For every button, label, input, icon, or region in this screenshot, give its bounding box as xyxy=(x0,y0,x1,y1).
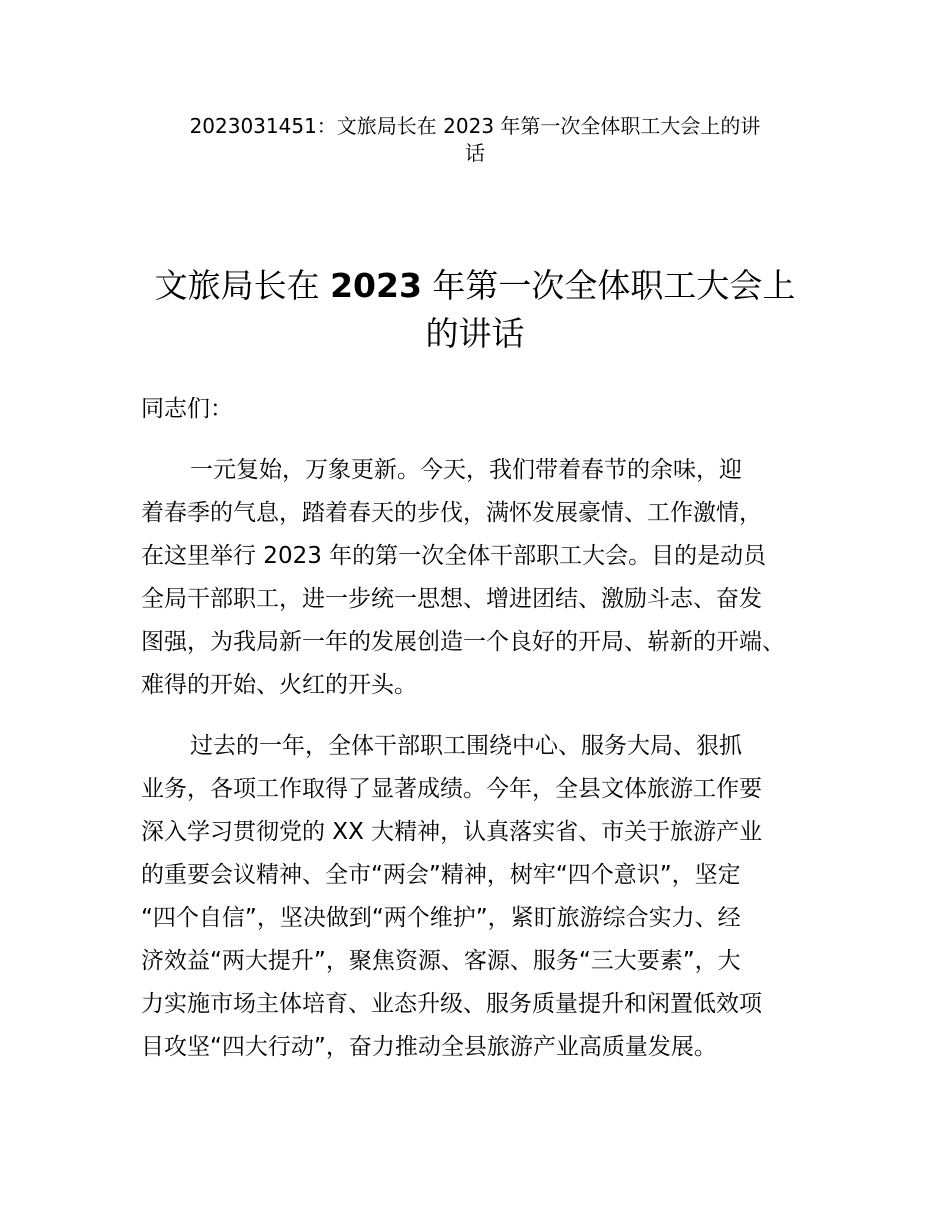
title-year: 2023 xyxy=(330,266,422,305)
paragraph-2-line-4: 的重要会议精神、全市“两会”精神，树牢“四个意识”，坚定 xyxy=(141,862,741,888)
paragraph-2-line-8: 目攻坚“四大行动”，奋力推动全县旅游产业高质量发展。 xyxy=(141,1034,717,1060)
paragraph-2-line-7: 力实施市场主体培育、业态升级、服务质量提升和闲置低效项 xyxy=(141,991,762,1017)
paragraph-1-line-6: 难得的开始、火红的开头。 xyxy=(141,672,417,698)
paragraph-1-line-5: 图强，为我局新一年的发展创造一个良好的开局、崭新的开端、 xyxy=(141,629,785,655)
paragraph-2-line-6: 济效益“两大提升”，聚焦资源、客源、服务“三大要素”，大 xyxy=(141,948,741,974)
paragraph-2-line-5: “四个自信”，坚决做到“两个维护”，紧盯旅游综合实力、经 xyxy=(141,905,741,931)
paragraph-1-line-3: 在这里举行 2023 年的第一次全体干部职工大会。目的是动员 xyxy=(141,543,767,569)
title-text-before-year: 文旅局长在 xyxy=(154,266,320,305)
paragraph-2-line-2: 业务，各项工作取得了显著成绩。今年，全县文体旅游工作要 xyxy=(141,776,762,802)
paragraph-1-line-4: 全局干部职工，进一步统一思想、增进团结、激励斗志、奋发 xyxy=(141,586,762,612)
paragraph-2-line-3: 深入学习贯彻党的 XX 大精神，认真落实省、市关于旅游产业 xyxy=(141,819,763,845)
paragraph-1-line-1: 一元复始，万象更新。今天，我们带着春节的余味，迎 xyxy=(190,457,742,483)
title-text-after-year: 年第一次全体职工大会上 xyxy=(432,266,796,305)
document-title-line-2: 的讲话 xyxy=(425,314,525,353)
paragraph-2-line-1: 过去的一年，全体干部职工围绕中心、服务大局、狠抓 xyxy=(190,733,742,759)
salutation: 同志们： xyxy=(141,396,233,422)
header-line-1: 2023031451：文旅局长在 2023 年第一次全体职工大会上的讲 xyxy=(189,114,761,138)
paragraph-1-line-2: 着春季的气息，踏着春天的步伐，满怀发展豪情、工作激情， xyxy=(141,500,762,526)
document-title-line-1 xyxy=(0,262,950,310)
header-line-2: 话 xyxy=(465,141,485,165)
